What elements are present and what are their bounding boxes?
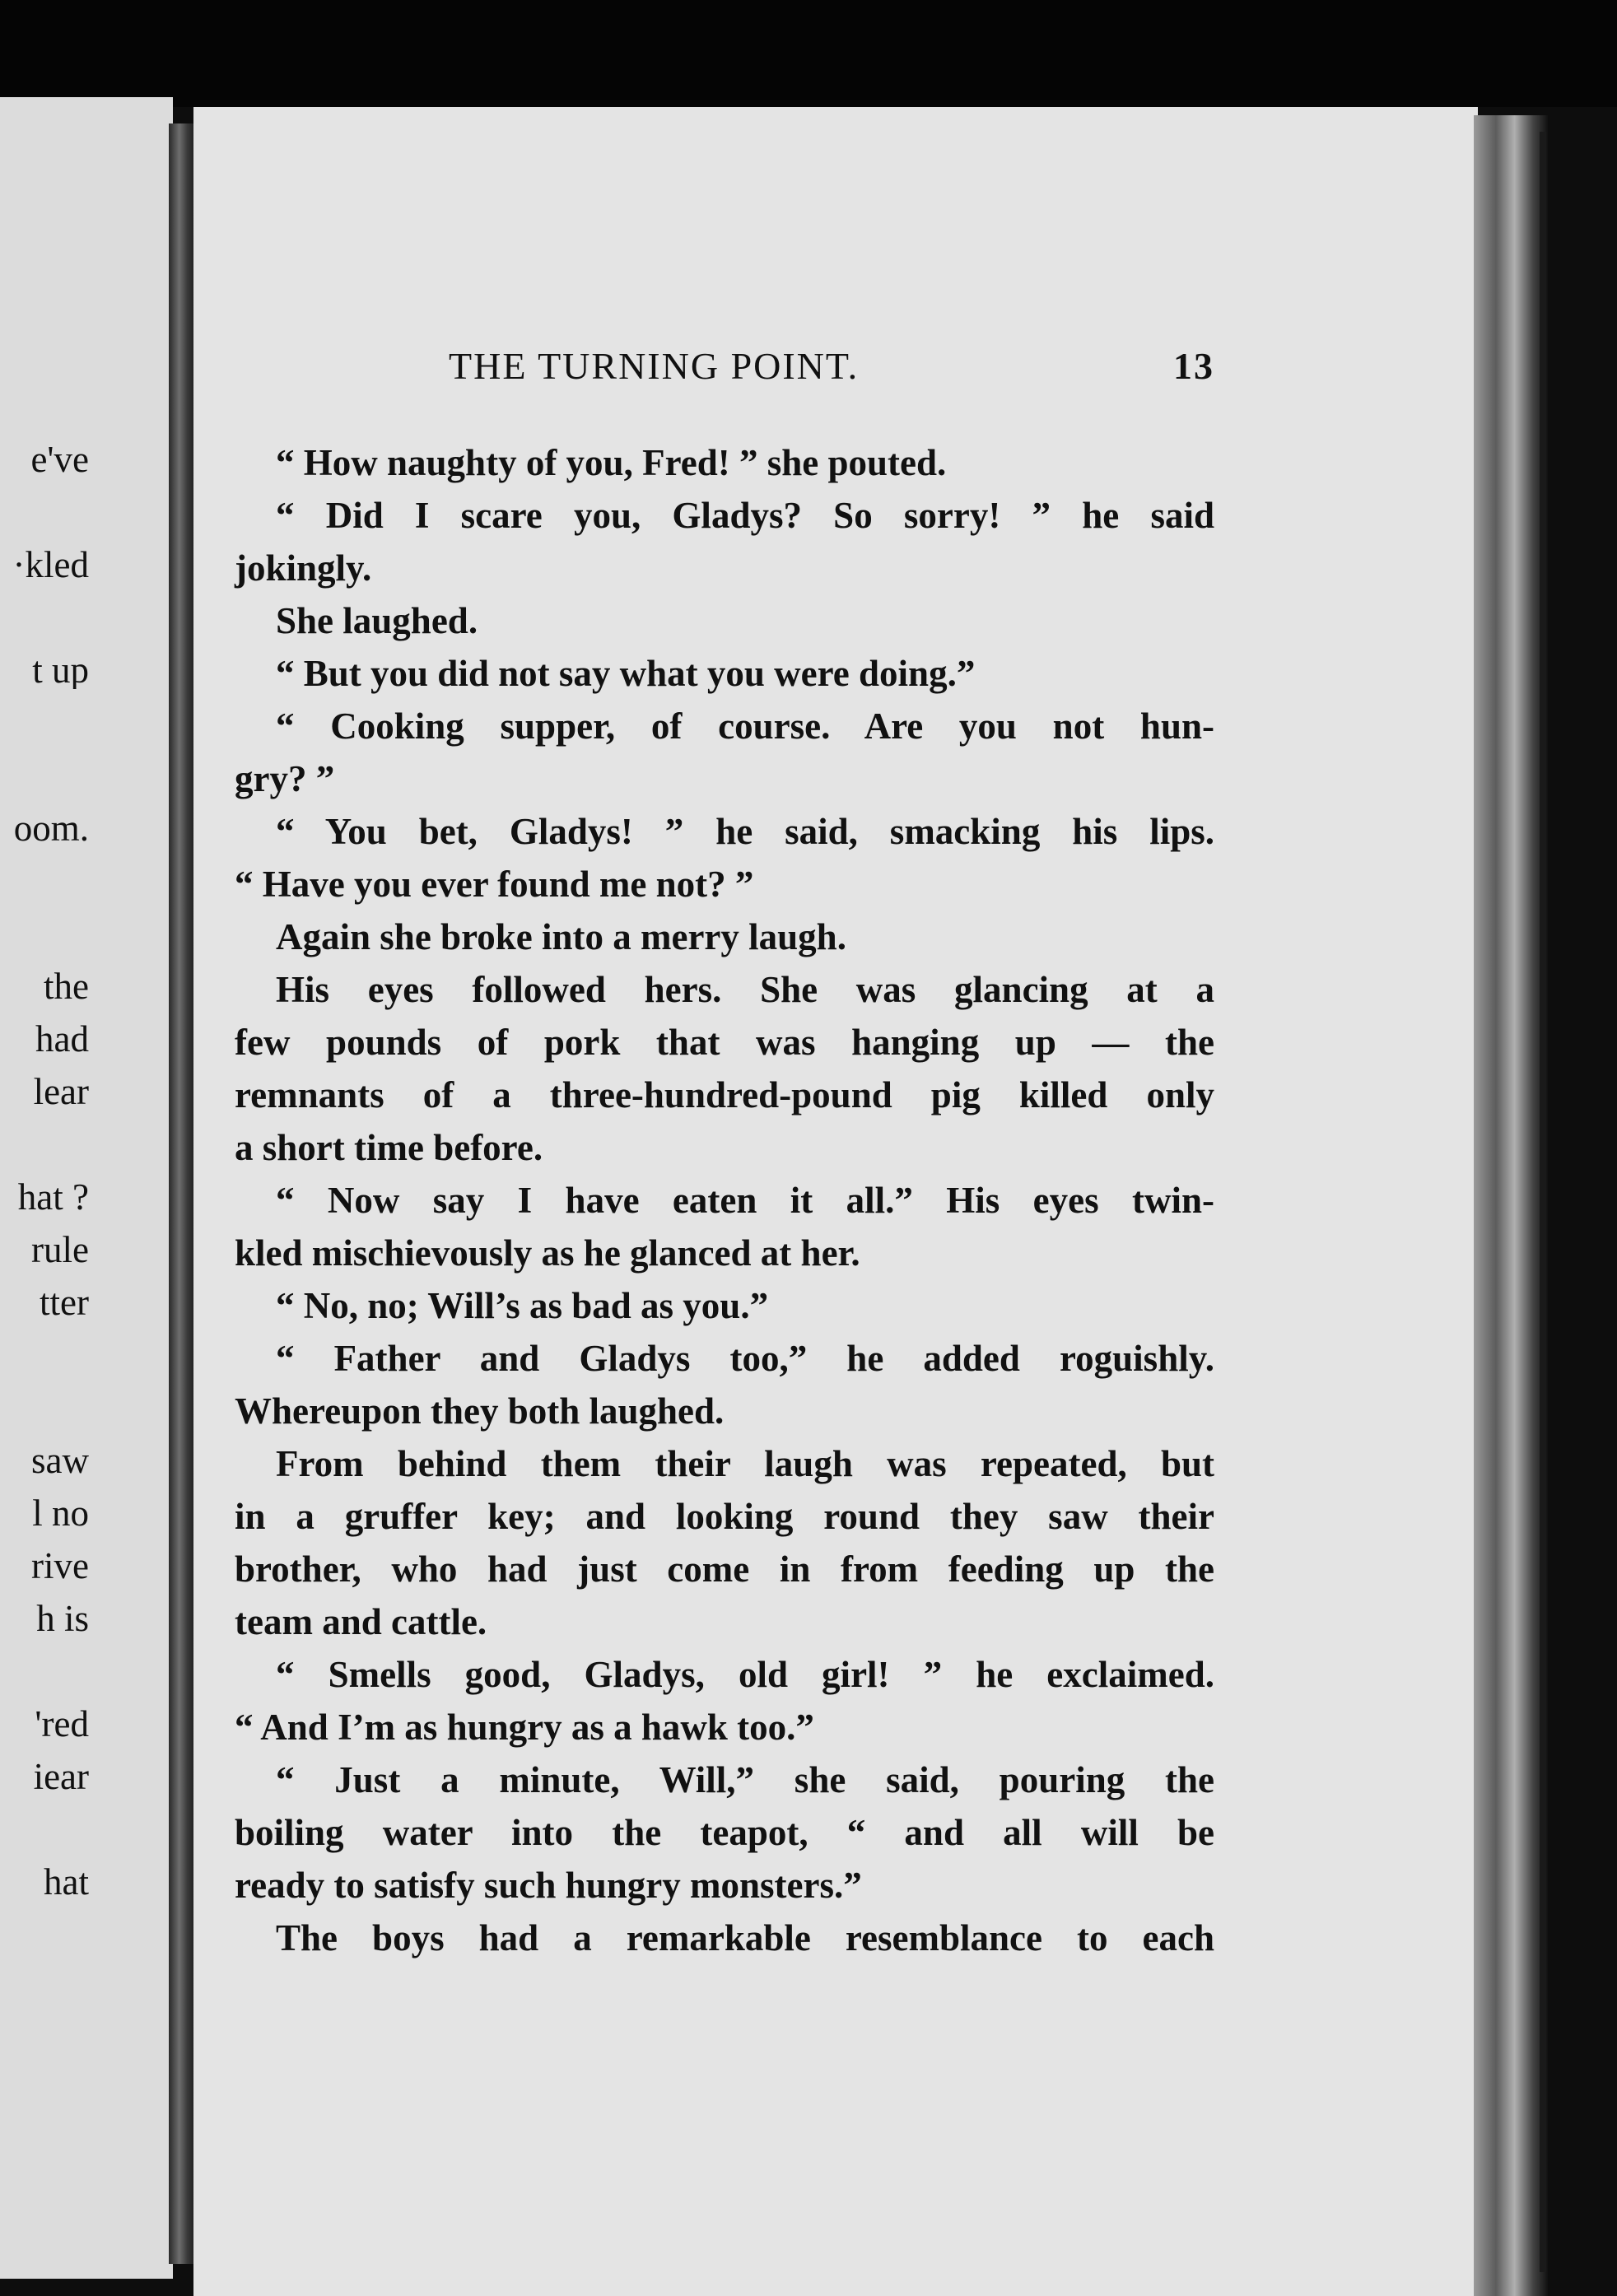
page-edge xyxy=(1474,115,1548,2296)
text-line: gry? ” xyxy=(235,758,335,799)
text-line: “ Father and Gladys too,” he added roguishly. xyxy=(276,1338,1214,1379)
left-page-fragment: had xyxy=(35,1021,89,1058)
left-page-fragment: iear xyxy=(33,1758,89,1795)
text-line: Whereupon they both laughed. xyxy=(235,1390,725,1432)
left-page-fragment: t up xyxy=(32,652,89,689)
left-page-fragment: hat ? xyxy=(17,1179,89,1216)
text-line: remnants of a three-hundred-pound pig killed only xyxy=(235,1074,1214,1115)
text-line: “ And I’m as hungry as a hawk too.” xyxy=(235,1707,814,1748)
text-line: in a gruffer key; and looking round they saw their xyxy=(235,1496,1214,1537)
body-text xyxy=(235,436,1214,1964)
left-page-fragment: ·kled xyxy=(12,547,89,584)
text-line: ready to satisfy such hungry monsters.” xyxy=(235,1865,862,1906)
text-line: “ Smells good, Gladys, old girl! ” he exclaimed. xyxy=(276,1654,1214,1695)
text-line: “ You bet, Gladys! ” he said, smacking his lips. xyxy=(276,811,1214,852)
page-fold-shadow xyxy=(1540,132,1546,2272)
text-line: His eyes followed hers. She was glancing at a xyxy=(276,969,1214,1010)
text-line: She laughed. xyxy=(276,600,478,641)
scanner-background xyxy=(0,0,1617,107)
text-line: boiling water into the teapot, “ and all will be xyxy=(235,1812,1214,1853)
left-page-fragment: l no xyxy=(32,1495,89,1532)
text-line: The boys had a remarkable resemblance to each xyxy=(276,1917,1214,1958)
left-page-fragment: saw xyxy=(31,1442,89,1479)
left-page-fragment: rule xyxy=(31,1232,89,1269)
left-page-fragment: lear xyxy=(33,1073,89,1111)
text-line: “ No, no; Will’s as bad as you.” xyxy=(276,1285,769,1326)
left-page xyxy=(0,97,173,2279)
left-page-fragment: hat xyxy=(44,1864,89,1901)
text-line: few pounds of pork that was hanging up — the xyxy=(235,1022,1214,1063)
left-page-fragment: the xyxy=(44,968,89,1005)
text-line: a short time before. xyxy=(235,1127,543,1168)
book-gutter xyxy=(169,123,195,2264)
left-page-fragment: h is xyxy=(36,1600,89,1637)
text-line: Again she broke into a merry laugh. xyxy=(276,916,846,957)
running-title: THE TURNING POINT. xyxy=(449,345,860,387)
left-page-fragment: 'red xyxy=(35,1706,89,1743)
left-page-fragment: oom. xyxy=(13,810,89,847)
text-line: “ Have you ever found me not? ” xyxy=(235,864,754,905)
text-line: kled mischievously as he glanced at her. xyxy=(235,1232,860,1274)
text-line: brother, who had just come in from feeding up the xyxy=(235,1549,1214,1590)
text-line: “ How naughty of you, Fred! ” she pouted. xyxy=(276,442,947,483)
page-number: 13 xyxy=(1173,345,1214,387)
left-page-fragment: rive xyxy=(31,1548,89,1585)
text-line: “ But you did not say what you were doing.” xyxy=(276,653,976,694)
text-line: “ Now say I have eaten it all.” His eyes twin- xyxy=(276,1180,1214,1221)
text-line: “ Cooking supper, of course. Are you not hun- xyxy=(276,706,1214,747)
text-line: From behind them their laugh was repeated, but xyxy=(276,1443,1214,1484)
text-line: “ Did I scare you, Gladys? So sorry! ” he said xyxy=(276,495,1214,536)
text-line: “ Just a minute, Will,” she said, pouring the xyxy=(276,1759,1214,1800)
left-page-fragment: e've xyxy=(30,441,89,478)
text-line: team and cattle. xyxy=(235,1601,487,1642)
left-page-fragment: tter xyxy=(40,1284,89,1321)
text-line: jokingly. xyxy=(235,547,372,589)
